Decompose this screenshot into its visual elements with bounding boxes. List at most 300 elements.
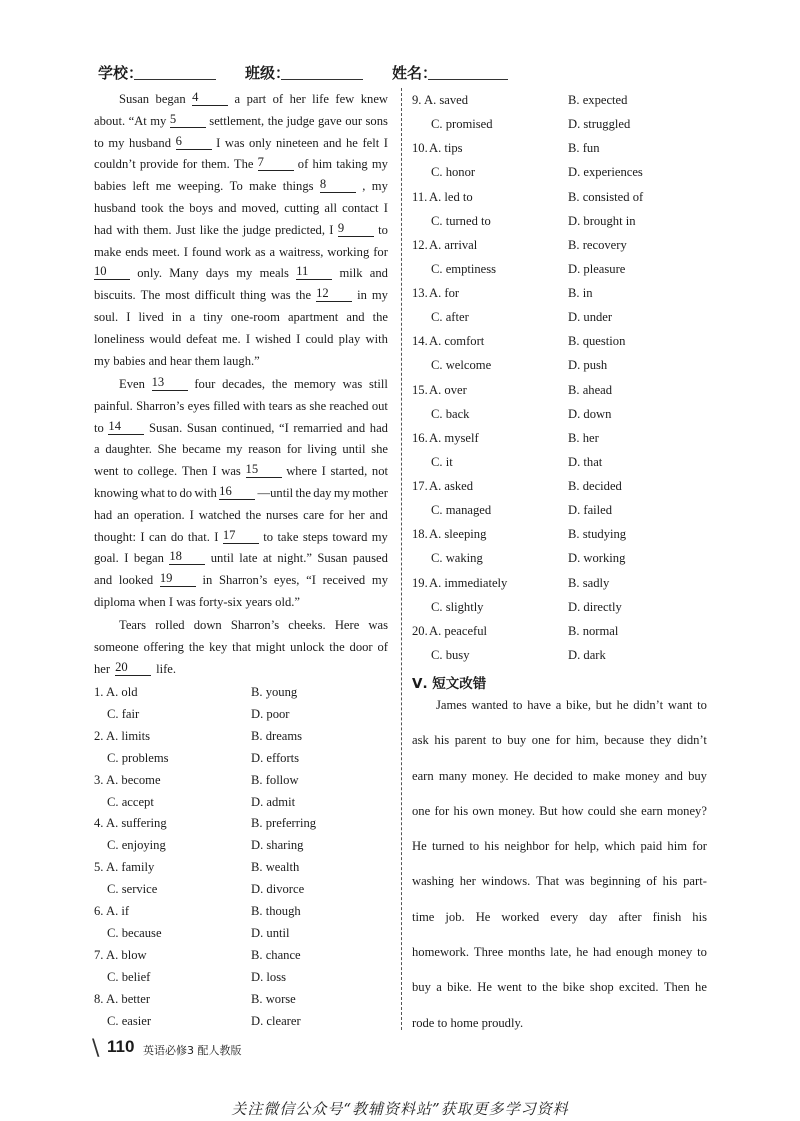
word: eyes — [187, 398, 210, 413]
class-blank-line[interactable] — [281, 79, 363, 80]
word: what — [140, 485, 165, 500]
word: daughter. — [105, 442, 152, 457]
option-c[interactable]: C. accept — [107, 794, 154, 809]
name-label: 姓名： — [392, 64, 438, 82]
question-number: 5. — [94, 860, 104, 875]
word: until — [210, 551, 234, 566]
word: a — [234, 92, 241, 106]
word: apartment — [287, 309, 339, 324]
option-b[interactable]: B. in — [568, 286, 593, 300]
word: meals — [259, 266, 289, 281]
word: of — [646, 874, 657, 889]
option-b[interactable]: B. her — [568, 430, 599, 445]
word: money. — [498, 803, 536, 818]
word: my — [371, 573, 388, 588]
word: Even — [119, 377, 145, 391]
word: he — [616, 698, 629, 712]
word: Many — [169, 266, 199, 281]
footer-slash-mark: \ — [92, 1036, 100, 1061]
word: his — [692, 909, 707, 924]
question-number: 3. — [94, 772, 104, 787]
blank-17[interactable]: 17 — [223, 527, 259, 544]
word: she — [371, 442, 388, 457]
word: enough — [616, 945, 654, 960]
option-b[interactable]: B. chance — [251, 947, 301, 962]
option-c[interactable]: C. easier — [107, 1013, 152, 1028]
word: knowing — [94, 485, 139, 500]
word: taking — [336, 157, 368, 172]
option-c[interactable]: C. managed — [431, 503, 492, 518]
option-c[interactable]: C. belief — [107, 969, 151, 984]
word: night.” — [277, 551, 312, 566]
passage-line — [94, 659, 388, 681]
word: to — [94, 420, 104, 435]
word: at — [262, 551, 272, 566]
option-a[interactable]: A. become — [106, 772, 161, 787]
word: “I — [306, 573, 316, 588]
word: every — [550, 909, 579, 924]
blank-4[interactable]: 4 — [192, 89, 228, 106]
word: to — [167, 485, 178, 500]
passage-line — [94, 111, 388, 133]
word: cheeks. — [288, 618, 326, 632]
option-c[interactable]: C. fair — [107, 706, 140, 721]
option-d[interactable]: D. down — [568, 406, 612, 421]
word: would — [149, 331, 182, 346]
word: how — [561, 803, 584, 818]
blank-12[interactable]: 12 — [316, 285, 352, 302]
word: not — [371, 464, 388, 479]
word: as — [255, 244, 266, 259]
option-b[interactable]: B. expected — [568, 93, 628, 107]
option-d[interactable]: D. sharing — [251, 838, 304, 853]
word: only. — [137, 266, 162, 281]
word: four — [194, 377, 216, 391]
passage-line — [94, 154, 388, 176]
word: was — [271, 288, 291, 303]
question-number: 4. — [94, 816, 104, 831]
word: someone — [94, 639, 139, 654]
word: and — [346, 309, 365, 324]
option-a[interactable]: A. better — [106, 991, 151, 1006]
passage-paragraph-2 — [94, 374, 388, 614]
word: and — [218, 200, 237, 215]
word: a — [189, 309, 196, 324]
option-d[interactable]: D. loss — [251, 969, 286, 984]
option-b[interactable]: B. fun — [568, 141, 600, 156]
option-b[interactable]: B. dreams — [251, 728, 303, 743]
correction-line — [412, 794, 707, 829]
option-a[interactable]: A. family — [106, 860, 155, 875]
word: began — [133, 551, 164, 566]
passage-line — [94, 176, 388, 198]
option-d[interactable]: D. push — [568, 358, 608, 373]
option-b[interactable]: B. follow — [251, 772, 299, 787]
passage-line — [94, 396, 388, 418]
word: I — [124, 551, 129, 566]
word: for — [434, 803, 450, 818]
word: help, — [574, 839, 600, 854]
option-a[interactable]: A. peaceful — [429, 623, 488, 638]
option-a[interactable]: A. led to — [429, 189, 473, 204]
option-a[interactable]: A. limits — [106, 728, 151, 743]
option-d[interactable]: D. working — [568, 551, 626, 566]
word: had — [94, 507, 113, 522]
passage-line — [94, 439, 388, 461]
word: to — [469, 839, 480, 854]
name-blank-line[interactable] — [428, 79, 508, 80]
word: as — [295, 398, 307, 413]
option-d[interactable]: D. failed — [568, 503, 613, 518]
word: college. — [137, 464, 178, 479]
word: reason — [248, 442, 282, 457]
word: many — [438, 768, 467, 783]
word: buy — [412, 980, 431, 995]
option-a[interactable]: A. suffering — [106, 816, 167, 831]
passage-line — [94, 133, 388, 155]
word: living — [307, 442, 337, 457]
passage-line — [94, 242, 388, 264]
book-title: 英语必修3 配人教版 — [143, 1044, 242, 1057]
word: She — [157, 442, 177, 457]
word: she — [309, 398, 327, 413]
word: one — [531, 733, 550, 748]
passage-text: my babies and hear them laugh.” — [94, 353, 260, 368]
word: babies — [94, 179, 127, 194]
word: offering — [143, 639, 184, 654]
option-a[interactable]: A. asked — [429, 479, 474, 493]
option-d[interactable]: D. divorce — [251, 882, 305, 897]
option-b[interactable]: B. ahead — [568, 382, 613, 397]
passage-text: her — [94, 661, 111, 676]
word: I — [383, 200, 388, 215]
word: about. — [94, 113, 126, 128]
option-d[interactable]: D. pleasure — [568, 261, 626, 276]
word: judge — [286, 113, 315, 128]
word: decades, — [222, 377, 266, 391]
option-c[interactable]: C. promised — [431, 117, 493, 132]
blank-16[interactable]: 16 — [219, 483, 255, 500]
word: her — [348, 507, 365, 522]
word: he — [695, 980, 707, 995]
word: received — [322, 573, 366, 588]
passage-line — [94, 285, 388, 307]
option-a[interactable]: A. tips — [429, 141, 463, 156]
correction-line — [412, 688, 707, 723]
word: soul. — [94, 309, 119, 324]
word: my — [371, 288, 388, 303]
word: Here — [334, 618, 360, 632]
word: day — [313, 485, 332, 500]
blank-18[interactable]: 18 — [169, 548, 205, 565]
question-number: 8. — [94, 991, 104, 1006]
passage-line — [94, 351, 388, 373]
word: days — [205, 266, 229, 281]
option-a[interactable]: A. arrival — [429, 237, 478, 252]
passage-line — [94, 527, 388, 549]
word: like — [199, 222, 219, 237]
option-c[interactable]: C. honor — [431, 165, 476, 180]
option-d[interactable]: D. directly — [568, 599, 622, 614]
option-a[interactable]: A. comfort — [429, 334, 485, 349]
option-d[interactable]: D. under — [568, 310, 613, 325]
option-d[interactable]: D. admit — [251, 794, 296, 809]
option-b[interactable]: B. studying — [568, 527, 627, 542]
word: a — [436, 980, 442, 995]
option-d[interactable]: D. until — [251, 925, 290, 940]
passage-line — [94, 329, 388, 351]
word: I — [216, 135, 221, 150]
word: wished — [255, 331, 291, 346]
word: I — [329, 222, 334, 237]
word: nineteen — [276, 135, 319, 150]
option-d[interactable]: D. brought in — [568, 213, 636, 228]
word: I — [321, 464, 326, 479]
option-b[interactable]: B. though — [251, 904, 301, 918]
blank-11[interactable]: 11 — [296, 263, 332, 280]
word: care — [303, 507, 325, 522]
option-c[interactable]: C. busy — [431, 647, 470, 662]
word: to — [263, 529, 274, 544]
word: had — [94, 222, 113, 237]
blank-5[interactable]: 5 — [170, 111, 206, 128]
word: milk — [339, 266, 363, 281]
option-d[interactable]: D. poor — [251, 706, 290, 721]
option-d[interactable]: D. clearer — [251, 1013, 301, 1028]
word: I — [296, 331, 301, 346]
word: of — [272, 92, 284, 106]
word: knew — [360, 92, 388, 106]
word: the — [271, 377, 288, 391]
word: because — [604, 733, 645, 748]
word: thing — [240, 288, 267, 303]
word: for — [286, 442, 302, 457]
word: the — [295, 288, 312, 303]
word: only — [249, 135, 272, 150]
word: him — [312, 157, 333, 172]
word: tiny — [203, 309, 223, 324]
option-a[interactable]: A. old — [106, 685, 138, 699]
option-a[interactable]: A. sleeping — [429, 527, 487, 542]
school-label: 学校： — [98, 64, 144, 82]
passage-line — [94, 263, 388, 285]
word: and — [369, 507, 388, 522]
word: That — [536, 874, 560, 889]
word: started, — [330, 464, 368, 479]
word: windows. — [481, 874, 531, 889]
word: her — [459, 874, 476, 889]
option-c[interactable]: C. enjoying — [107, 838, 166, 853]
word: Susan — [119, 92, 150, 106]
blank-14[interactable]: 14 — [108, 418, 144, 435]
word: the — [295, 485, 311, 500]
blank-9[interactable]: 9 — [338, 220, 374, 237]
option-a[interactable]: A. myself — [429, 430, 479, 445]
blank-10[interactable]: 10 — [94, 263, 130, 280]
option-d[interactable]: D. that — [568, 454, 603, 469]
word: was — [224, 135, 245, 150]
word: He — [513, 768, 529, 783]
word: parent — [454, 733, 487, 748]
option-c[interactable]: C. slightly — [431, 599, 484, 614]
word: James — [436, 698, 467, 712]
word: make — [592, 768, 621, 783]
option-c[interactable]: C. waking — [431, 551, 483, 566]
option-b[interactable]: B. decided — [568, 479, 622, 493]
word: have — [527, 698, 552, 712]
school-blank-line[interactable] — [134, 79, 216, 80]
word: husband — [129, 135, 171, 150]
word: looked — [118, 573, 154, 588]
option-c[interactable]: C. it — [431, 454, 453, 469]
footer-note: 关注微信公众号“教辅资料站”获取更多学习资料 — [231, 1100, 569, 1118]
question-number: 11. — [412, 189, 428, 204]
word: an — [117, 507, 130, 522]
option-c[interactable]: C. service — [107, 882, 158, 897]
option-b[interactable]: B. recovery — [568, 237, 627, 252]
blank-13[interactable]: 13 — [152, 374, 188, 391]
passage-text: diploma when I was forty-six years old.” — [94, 594, 300, 609]
option-d[interactable]: D. experiences — [568, 165, 643, 180]
word: do — [179, 485, 193, 500]
word: for — [692, 839, 707, 854]
word: “I — [279, 420, 289, 435]
word: moved, — [241, 200, 280, 215]
word: husband — [94, 200, 136, 215]
word: I — [189, 507, 194, 522]
correction-line — [412, 970, 707, 1005]
word: couldn’t — [94, 157, 136, 172]
option-d[interactable]: D. dark — [568, 647, 606, 662]
word: tears — [268, 398, 293, 413]
blank-15[interactable]: 15 — [246, 461, 282, 478]
word: to — [512, 698, 523, 712]
word: became — [182, 442, 221, 457]
passage-line — [94, 461, 388, 483]
word: to — [123, 464, 133, 479]
word: job. — [445, 909, 465, 924]
option-b[interactable]: B. preferring — [251, 816, 317, 831]
word: cutting — [284, 200, 320, 215]
word: key — [209, 639, 228, 654]
passage-line — [94, 89, 388, 111]
option-b[interactable]: B. worse — [251, 991, 296, 1006]
question-number: 7. — [94, 947, 104, 962]
word: after — [618, 909, 642, 924]
word: money — [657, 945, 693, 960]
blank-20[interactable]: 20 — [115, 659, 151, 676]
section-heading: Ⅴ. 短文改错 — [412, 676, 487, 692]
word: was — [368, 618, 388, 632]
word: my — [371, 179, 388, 194]
word: for — [373, 244, 388, 259]
option-a[interactable]: A. saved — [424, 93, 469, 107]
word: He — [412, 839, 427, 854]
blank-7[interactable]: 7 — [258, 154, 294, 171]
word: Then — [181, 464, 208, 479]
word: for — [555, 733, 571, 748]
word: with — [116, 222, 139, 237]
word: I — [245, 331, 251, 346]
word: buy — [688, 768, 707, 783]
option-b[interactable]: B. question — [568, 334, 626, 349]
word: operation. — [133, 507, 185, 522]
word: was — [342, 377, 363, 391]
option-c[interactable]: C. because — [107, 925, 162, 940]
word: nurses — [265, 507, 299, 522]
word: still — [369, 377, 388, 391]
word: biscuits. — [94, 288, 136, 303]
word: the — [542, 980, 558, 995]
option-c[interactable]: C. emptiness — [431, 261, 497, 276]
word: money? — [667, 803, 707, 818]
option-b[interactable]: B. sadly — [568, 575, 610, 590]
word: late, — [550, 945, 572, 960]
question-number: 6. — [94, 904, 104, 918]
word: began — [155, 92, 186, 106]
option-a[interactable]: A. over — [429, 382, 467, 397]
option-d[interactable]: D. efforts — [251, 750, 300, 765]
option-a[interactable]: A. immediately — [429, 575, 508, 590]
word: few — [335, 92, 355, 106]
option-c[interactable]: C. back — [431, 406, 470, 421]
option-b[interactable]: B. normal — [568, 623, 619, 638]
blank-8[interactable]: 8 — [320, 176, 356, 193]
word: I — [140, 529, 145, 544]
word: But — [539, 803, 558, 818]
word: bike, — [566, 698, 591, 712]
word: to — [697, 698, 707, 712]
word: his — [453, 803, 469, 818]
word: own — [472, 803, 495, 818]
word: me — [155, 179, 172, 194]
word: washing — [412, 874, 454, 889]
word: Tears — [119, 618, 147, 632]
option-c[interactable]: C. after — [431, 310, 469, 325]
word: for — [554, 839, 570, 854]
word: his — [484, 839, 500, 854]
word: bike — [562, 980, 585, 995]
word: a — [555, 698, 562, 712]
option-a[interactable]: A. for — [429, 286, 460, 300]
blank-19[interactable]: 19 — [160, 570, 196, 587]
option-d[interactable]: D. struggled — [568, 117, 631, 132]
option-a[interactable]: A. blow — [106, 947, 147, 962]
word: went — [94, 464, 119, 479]
blank-6[interactable]: 6 — [176, 133, 212, 150]
word: to — [527, 980, 537, 995]
option-c[interactable]: C. welcome — [431, 358, 492, 373]
word: part — [246, 92, 267, 106]
word: me. — [222, 331, 241, 346]
word: worked — [501, 909, 540, 924]
word: settlement, — [209, 113, 265, 128]
option-c[interactable]: C. problems — [107, 750, 169, 765]
word: he — [576, 945, 589, 960]
option-b[interactable]: B. wealth — [251, 860, 300, 875]
option-c[interactable]: C. turned to — [431, 213, 491, 228]
option-a[interactable]: A. if — [106, 904, 130, 918]
word: He — [475, 909, 491, 924]
word: make — [249, 179, 277, 194]
option-b[interactable]: B. young — [251, 685, 298, 699]
word: meet. — [152, 244, 180, 259]
passage-line — [94, 374, 388, 396]
word: in — [357, 288, 367, 303]
word: gave — [318, 113, 342, 128]
option-b[interactable]: B. consisted of — [568, 189, 644, 204]
word: but — [595, 698, 612, 712]
